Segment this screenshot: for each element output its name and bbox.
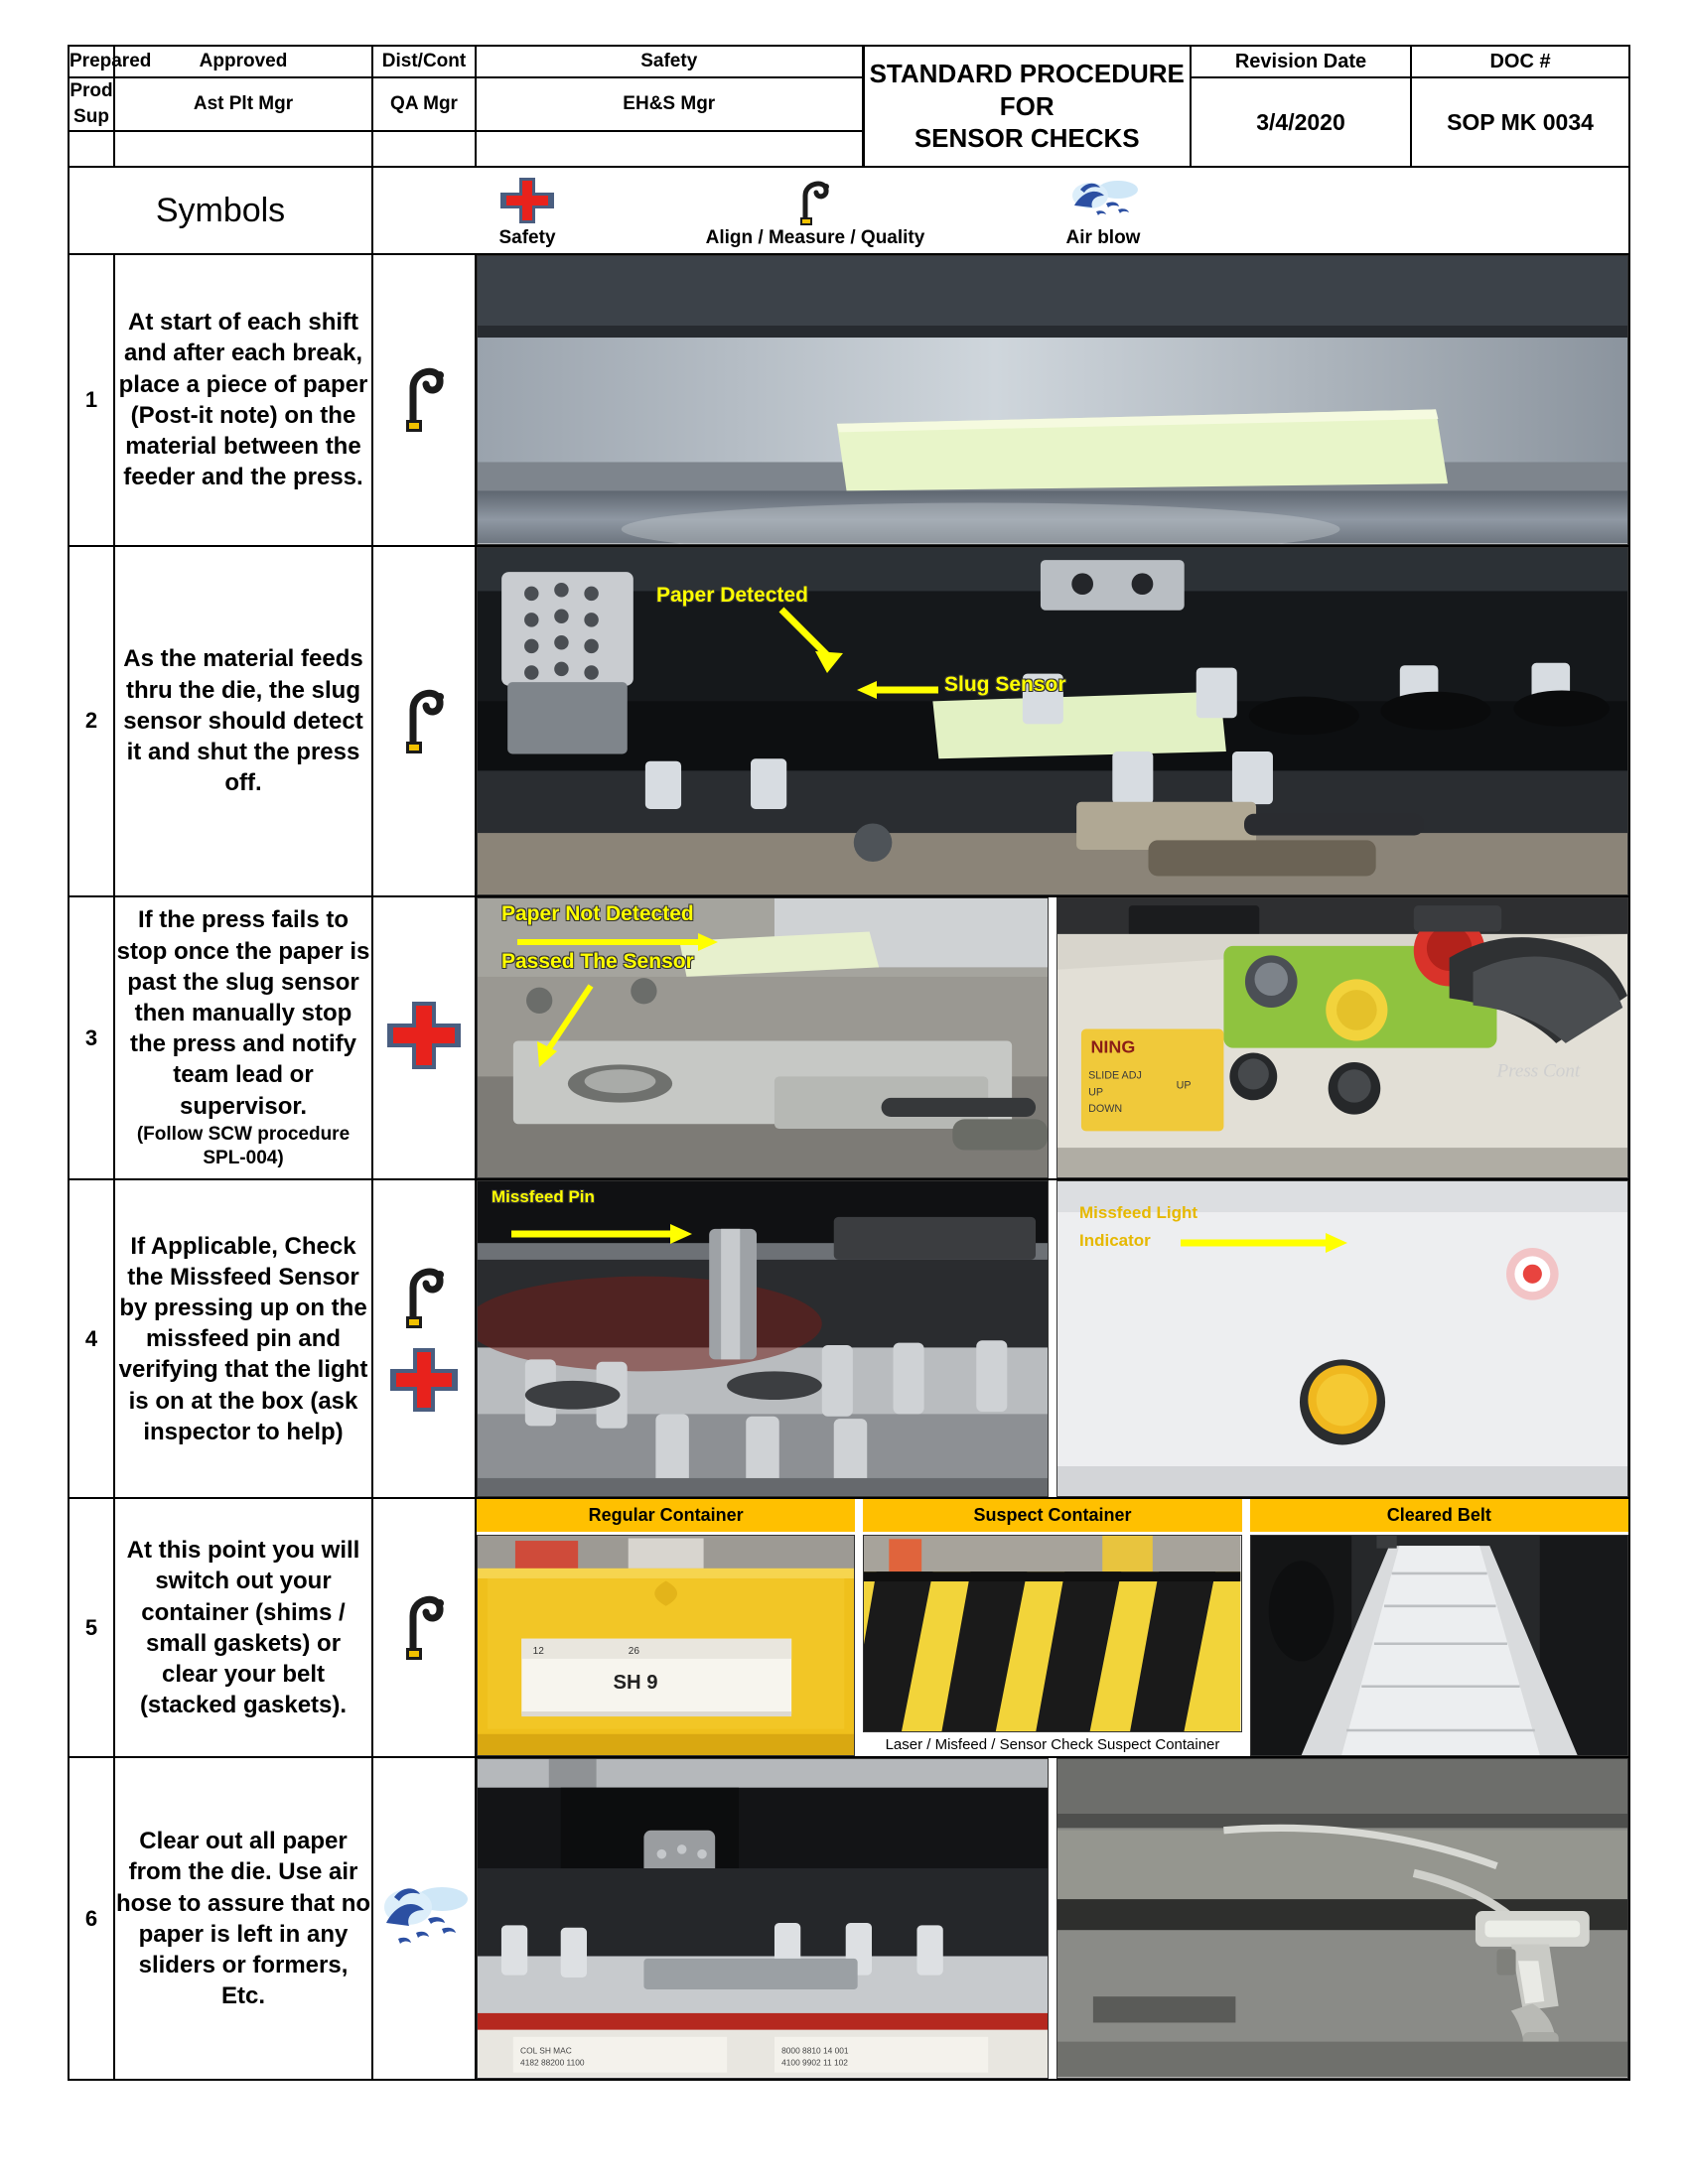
caption-suspect-container: Suspect Container: [863, 1499, 1241, 1532]
step-description-4: If Applicable, Check the Missfeed Sensor by pressing up on the missfeed pin and verifying that the light is on at the box (ask inspector to help): [114, 1179, 372, 1498]
step-icon-cell-5: [372, 1498, 476, 1757]
step-photos-2: [476, 546, 1629, 897]
role-prod-sup: Prod Sup: [69, 77, 114, 131]
role-ehs-mgr: EH&S Mgr: [476, 77, 863, 131]
symbols-row: [69, 167, 1629, 254]
red-cross-icon: [388, 1346, 460, 1419]
photo-missfeed-light-indicator: [1056, 1180, 1628, 1497]
header-row-1: [69, 46, 1629, 77]
arrow-slug-sensor: [855, 677, 944, 703]
photo-paper-not-detected: [477, 897, 1049, 1178]
step-row-2: [69, 546, 1629, 897]
step-row-5: [69, 1498, 1629, 1757]
step-number-1: 1: [69, 254, 114, 546]
photo-regular-container: [477, 1535, 855, 1756]
svg-text:Press Cont: Press Cont: [1496, 1060, 1581, 1082]
signature-prepared[interactable]: [69, 131, 114, 167]
step-description-text-3: If the press fails to stop once the paper is past the slug sensor then manually stop the press and notify team lead or supervisor.: [116, 906, 370, 1120]
step-icon-cell-4: [372, 1179, 476, 1498]
step-photos-3: [476, 896, 1629, 1179]
annotation-paper-not-detected: Paper Not Detected: [501, 902, 694, 926]
photo-paper-on-material: [477, 255, 1628, 545]
role-qa-mgr: QA Mgr: [372, 77, 476, 131]
legend-label-align: Align / Measure / Quality: [705, 227, 925, 248]
caption-cleared-belt: Cleared Belt: [1250, 1499, 1628, 1532]
svg-text:12: 12: [532, 1646, 544, 1658]
revision-date-value: 3/4/2020: [1191, 77, 1411, 167]
svg-text:UP: UP: [1088, 1086, 1104, 1099]
step-photos-1: [476, 254, 1629, 546]
annotation-missfeed-indicator: Indicator: [1079, 1231, 1151, 1251]
sub-caption-suspect-container: Laser / Misfeed / Sensor Check Suspect Container: [885, 1736, 1220, 1754]
svg-text:SH 9: SH 9: [613, 1672, 658, 1695]
role-safety: Safety: [476, 46, 863, 77]
annotation-slug-sensor: Slug Sensor: [944, 672, 1066, 696]
step-icon-cell-3: [372, 896, 476, 1179]
step-icon-cell-6: [372, 1757, 476, 2079]
photo-air-blow-gun: [1056, 1758, 1628, 2078]
step-number-5: 5: [69, 1498, 114, 1757]
doc-number-value: SOP MK 0034: [1411, 77, 1629, 167]
step-description-sub-3: (Follow SCW procedure SPL-004): [136, 1123, 351, 1169]
red-cross-icon: [385, 1000, 463, 1076]
step-row-1: [69, 254, 1629, 546]
symbols-title: Symbols: [69, 167, 372, 254]
role-ast-plt-mgr: Ast Plt Mgr: [114, 77, 372, 131]
signature-safety[interactable]: [476, 131, 863, 167]
doc-number-label: DOC #: [1411, 46, 1629, 77]
caliper-icon: [399, 358, 449, 441]
arrow-missfeed-pin: [507, 1221, 696, 1247]
header-row-2: [69, 77, 1629, 131]
step-photos-6: [476, 1757, 1629, 2079]
photo-suspect-container: [863, 1535, 1241, 1732]
legend-label-airblow: Air blow: [1065, 227, 1141, 248]
svg-text:26: 26: [628, 1646, 639, 1658]
step-number-4: 4: [69, 1179, 114, 1498]
role-approved: Approved: [114, 46, 372, 77]
document-title: [863, 46, 1191, 167]
signature-distcont[interactable]: [372, 131, 476, 167]
step-photos-5: [476, 1498, 1629, 1757]
photo-group-cleared-belt: [1250, 1499, 1628, 1756]
svg-text:SLIDE ADJ: SLIDE ADJ: [1088, 1070, 1142, 1083]
photo-cleared-belt: [1250, 1535, 1628, 1756]
arrow-missfeed-indicator: [1179, 1231, 1352, 1255]
svg-text:4182 88200 1100: 4182 88200 1100: [520, 2057, 585, 2068]
arrow-passed-the-sensor: [529, 980, 619, 1074]
step-description-2: As the material feeds thru the die, the slug sensor should detect it and shut the press off.: [114, 546, 372, 897]
caliper-icon: [399, 1260, 449, 1336]
svg-text:4100 9902 11 102: 4100 9902 11 102: [781, 2057, 848, 2068]
step-description-5: At this point you will switch out your container (shims / small gaskets) or clear your belt (stacked gaskets).: [114, 1498, 372, 1757]
step-icon-cell-1: [372, 254, 476, 546]
photo-group-suspect-container: [863, 1499, 1241, 1756]
caliper-icon: [399, 680, 449, 762]
svg-text:UP: UP: [1176, 1079, 1192, 1092]
revision-date-label: Revision Date: [1191, 46, 1411, 77]
step-icon-cell-2: [372, 546, 476, 897]
title-line-2: SENSOR CHECKS: [914, 123, 1140, 154]
red-cross-icon: [497, 174, 557, 225]
step-number-3: 3: [69, 896, 114, 1179]
annotation-paper-detected: Paper Detected: [656, 583, 808, 607]
svg-text:COL SH MAC: COL SH MAC: [520, 2046, 572, 2057]
step-row-6: [69, 1757, 1629, 2079]
photo-missfeed-pin: [477, 1180, 1049, 1497]
svg-text:NING: NING: [1090, 1036, 1136, 1057]
role-distcont: Dist/Cont: [372, 46, 476, 77]
step-number-6: 6: [69, 1757, 114, 2079]
photo-group-regular-container: [477, 1499, 855, 1756]
arrow-paper-detected: [775, 604, 865, 683]
photo-press-control-panel: [1056, 897, 1628, 1178]
caption-regular-container: Regular Container: [477, 1499, 855, 1532]
legend-label-safety: Safety: [498, 227, 556, 248]
caliper-icon: [399, 1586, 449, 1669]
sop-table: [68, 45, 1630, 2081]
symbols-legend: [372, 167, 1629, 254]
title-line-1: STANDARD PROCEDURE FOR: [869, 59, 1185, 121]
air-blow-icon: [1066, 174, 1140, 225]
photo-slug-sensor-detect: [477, 547, 1628, 896]
legend-item-safety: [403, 174, 651, 249]
step-photos-4: [476, 1179, 1629, 1498]
annotation-missfeed-pin: Missfeed Pin: [492, 1187, 595, 1207]
role-prepared: Prepared: [69, 46, 114, 77]
photo-die-cleanout: [477, 1758, 1049, 2078]
caliper-icon: [793, 174, 837, 225]
air-blow-icon: [378, 1877, 470, 1960]
legend-item-airblow: [979, 174, 1227, 249]
annotation-missfeed-light: Missfeed Light: [1079, 1203, 1198, 1223]
step-description-3: [114, 896, 372, 1179]
step-row-4: [69, 1179, 1629, 1498]
step-description-6: Clear out all paper from the die. Use air hose to assure that no paper is left in any sliders or formers, Etc.: [114, 1757, 372, 2079]
step-description-1: At start of each shift and after each break, place a piece of paper (Post-it note) on the material between the feeder and the press.: [114, 254, 372, 546]
legend-item-align: [651, 174, 979, 249]
svg-text:DOWN: DOWN: [1088, 1103, 1123, 1116]
svg-text:8000 8810 14 001: 8000 8810 14 001: [781, 2046, 849, 2057]
step-row-3: [69, 896, 1629, 1179]
step-number-2: 2: [69, 546, 114, 897]
annotation-passed-the-sensor: Passed The Sensor: [501, 950, 694, 974]
signature-approved[interactable]: [114, 131, 372, 167]
